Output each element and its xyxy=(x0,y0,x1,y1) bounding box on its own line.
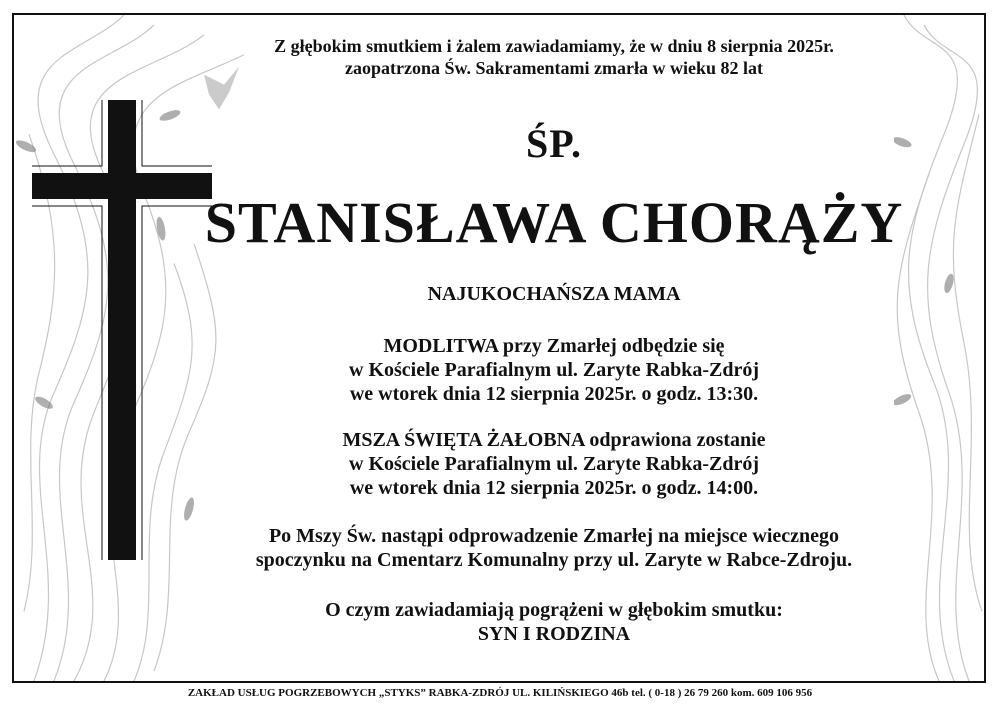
mass-block xyxy=(164,428,944,500)
mass-line-1 xyxy=(164,428,944,452)
mass-line-2: w Kościele Parafialnym ul. Zaryte Rabka-Zdrój xyxy=(349,453,759,475)
prayer-line-1-rest: przy Zmarłej odbędzie się xyxy=(497,335,725,357)
mass-line-3: we wtorek dnia 12 sierpnia 2025r. o godz. 14:00. xyxy=(349,477,759,499)
honorific: ŚP. xyxy=(525,121,582,166)
prayer-emphasis: MODLITWA xyxy=(383,335,498,357)
prayer-line-3: we wtorek dnia 12 sierpnia 2025r. o godz. 13:30. xyxy=(349,383,759,405)
obituary-frame xyxy=(12,13,986,683)
mass-line-1-rest: odprawiona zostanie xyxy=(584,429,766,451)
intro-line-2: zaopatrzona Św. Sakramentami zmarła w wieku 82 lat xyxy=(345,58,763,78)
prayer-block xyxy=(164,334,944,406)
deceased-name: STANISŁAWA CHORĄŻY xyxy=(204,190,904,255)
closing-block xyxy=(164,598,944,646)
closing-family: SYN I RODZINA xyxy=(477,623,631,645)
prayer-line-2: w Kościele Parafialnym ul. Zaryte Rabka-Zdrój xyxy=(349,359,759,381)
announcement-intro xyxy=(164,35,944,79)
procession-block xyxy=(164,524,944,572)
closing-line-1: O czym zawiadamiają pogrążeni w głębokim smutku: xyxy=(325,599,783,621)
procession-line-1: Po Mszy Św. nastąpi odprowadzenie Zmarłej na miejsce wiecznego xyxy=(268,525,840,547)
procession-line-2: spoczynku na Cmentarz Komunalny przy ul. Zaryte w Rabce-Zdroju. xyxy=(255,549,853,571)
obituary-text xyxy=(164,15,944,646)
epithet: NAJUKOCHAŃSZA MAMA xyxy=(427,283,681,305)
intro-line-1: Z głębokim smutkiem i żalem zawiadamiamy, że w dniu 8 sierpnia 2025r. xyxy=(274,36,834,56)
mass-emphasis: MSZA ŚWIĘTA ŻAŁOBNA xyxy=(342,429,585,451)
prayer-line-1 xyxy=(164,334,944,358)
funeral-home-footer: ZAKŁAD USŁUG POGRZEBOWYCH „STYKS” RABKA-ZDRÓJ UL. KILIŃSKIEGO 46b tel. ( 0-18 ) 26 79 260 kom. 609 106 956 xyxy=(187,687,813,699)
